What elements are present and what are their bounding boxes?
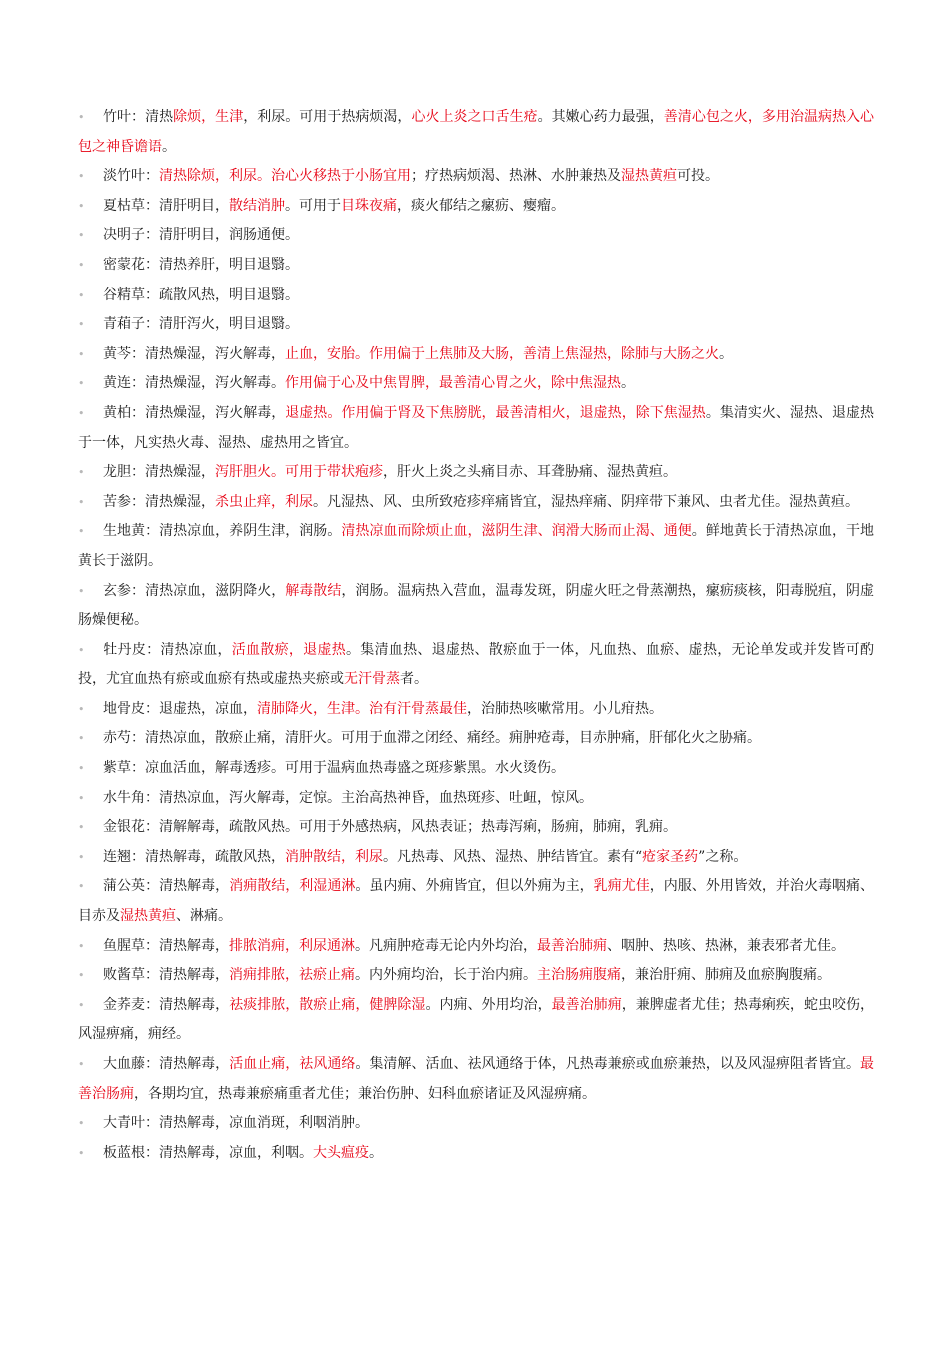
description-text: 清肝明目，润肠通便。 <box>159 227 299 244</box>
key-point-text: 善清心包之火，多用治温病热入心包之神昏谵语 <box>78 109 875 155</box>
description-text: 。 <box>369 1144 383 1161</box>
key-point-text: 作用偏于心及中焦胃脾，最善清心胃之火，除中焦湿热 <box>285 375 621 392</box>
description-text: 。内外痈均治，长于治内痈。 <box>355 967 537 984</box>
herb-entry <box>78 1139 874 1169</box>
bullet-icon: • <box>78 229 85 243</box>
bullet-icon: • <box>78 998 85 1012</box>
key-point-text: 目珠夜痛 <box>341 197 397 214</box>
key-point-text: 清肺降火，生津。治有汗骨蒸最佳 <box>257 700 467 717</box>
description-text: ，润肠。温病热入营血，温毒发斑，阴虚火旺之骨蒸潮热，瘰疬痰核，阳毒脱疽，阴虚肠燥便秘。 <box>78 582 875 629</box>
herb-name: 金银花： <box>103 819 159 836</box>
key-point-text: 排脓消痈，利尿通淋 <box>229 937 355 954</box>
description-text: 。鲜地黄长于清热凉血，干地黄长于滋阴。 <box>78 523 875 569</box>
description-text: 清热燥湿， <box>145 464 215 481</box>
herb-name: 水牛角： <box>103 789 159 806</box>
description-text: 清热 <box>145 109 174 125</box>
herb-name: 龙胆： <box>103 464 145 481</box>
description-text: 清热凉血， <box>160 641 232 658</box>
description-text: 清热凉血，滋阴降火， <box>145 582 286 599</box>
description-text: 。虽内痈、外痈皆宜，但以外痈为主， <box>355 878 594 895</box>
herb-name: 青葙子： <box>103 316 159 333</box>
bullet-icon: • <box>78 170 85 184</box>
description-text: 清热燥湿，泻火解毒。 <box>145 375 285 392</box>
description-text: 清热解毒， <box>159 967 229 984</box>
herb-name: 黄芩： <box>103 345 145 362</box>
herb-name: 决明子： <box>103 227 159 244</box>
description-text: 。其嫩心药力最强， <box>537 109 664 125</box>
bullet-icon: • <box>78 850 85 864</box>
description-text: 疏散风热，明目退翳。 <box>159 286 299 303</box>
bullet-icon: • <box>78 495 85 509</box>
key-point-text: 湿热黄疸 <box>120 908 176 925</box>
herb-name: 淡竹叶： <box>103 168 159 185</box>
key-point-text: 湿热黄疸 <box>621 168 677 185</box>
description-text: 、淋痛。 <box>176 908 232 925</box>
key-point-text: 清热除烦，利尿。治心火移热于小肠宜用 <box>159 168 411 185</box>
key-point-text: 最善治肺痈 <box>537 937 607 954</box>
key-point-text: 除烦，生津 <box>173 109 244 125</box>
herb-name: 大青叶： <box>103 1115 159 1132</box>
key-point-text: 退虚热。作用偏于肾及下焦膀胱，最善清相火，退虚热，除下焦湿热 <box>285 404 706 421</box>
herb-entry <box>78 784 874 814</box>
description-text: 清热解毒，疏散风热， <box>145 848 285 865</box>
bullet-icon: • <box>78 643 85 657</box>
key-point-text: 祛痰排脓，散瘀止痛，健脾除湿 <box>229 996 426 1013</box>
description-text: 。可用于 <box>285 197 341 214</box>
bullet-icon: • <box>78 702 85 716</box>
herb-entry <box>78 754 874 784</box>
herb-entry <box>78 577 874 636</box>
bullet-icon: • <box>78 288 85 302</box>
description-text: ，痰火郁结之瘰疬、瘿瘤。 <box>397 197 565 214</box>
key-point-text: 消痈散结，利湿通淋 <box>229 878 356 895</box>
description-text: 清热解毒， <box>159 878 230 895</box>
bullet-icon: • <box>78 318 85 332</box>
herb-entry <box>78 399 874 458</box>
herb-name: 玄参： <box>103 582 146 599</box>
description-text: ，各期均宜，热毒兼瘀痛重者尤佳；兼治伤肿、妇科血瘀诸证及风湿痹痛。 <box>134 1085 596 1102</box>
description-text: ，肝火上炎之头痛目赤、耳聋胁痛、湿热黄疸。 <box>383 464 677 481</box>
herb-entry <box>78 369 874 399</box>
key-point-text: 消痈排脓，祛瘀止痛 <box>229 967 355 984</box>
bullet-icon: • <box>78 199 85 213</box>
description-text: 。凡湿热、风、虫所致疮疹痒痛皆宜，湿热痒痛、阴痒带下兼风、虫者尤佳。湿热黄疸。 <box>313 493 859 510</box>
herb-name: 黄柏： <box>103 404 146 421</box>
bullet-icon: • <box>78 821 85 835</box>
herb-name: 牡丹皮： <box>103 641 161 658</box>
description-text: ，治肺热咳嗽常用。小儿疳热。 <box>467 700 663 717</box>
key-point-text: 散结消肿 <box>229 197 285 214</box>
bullet-icon: • <box>78 791 85 805</box>
description-text: 退虚热，凉血， <box>159 700 257 717</box>
herb-entry <box>78 162 874 192</box>
key-point-text: 心火上炎之口舌生疮 <box>411 109 538 125</box>
herb-entry <box>78 961 874 991</box>
description-text: ，兼治肝痈、肺痈及血瘀胸腹痛。 <box>621 967 831 984</box>
description-text: 凉血活血，解毒透疹。可用于温病血热毒盛之斑疹紫黑。水火烫伤。 <box>145 760 565 777</box>
herb-name: 赤芍： <box>103 730 145 747</box>
herb-name: 密蒙花： <box>103 256 159 273</box>
herb-entry <box>78 281 874 311</box>
description-text: 者。 <box>400 671 428 688</box>
bullet-icon: • <box>78 377 85 391</box>
herb-notes-page <box>78 103 874 1168</box>
description-text: ；疗热病烦渴、热淋、水肿兼热及 <box>411 168 621 185</box>
herb-entry <box>78 695 874 725</box>
herb-name: 蒲公英： <box>103 878 160 895</box>
key-point-text: 无汗骨蒸 <box>344 671 400 688</box>
herb-name: 连翘： <box>103 848 145 865</box>
herb-entry <box>78 340 874 370</box>
bullet-icon: • <box>78 525 85 539</box>
description-text: 。集清实火、湿热、退虚热于一体，凡实热火毒、湿热、虚热用之皆宜。 <box>78 404 875 451</box>
description-text: 。 <box>621 375 635 392</box>
herb-entry <box>78 636 874 695</box>
description-text: 。凡痈肿疮毒无论内外均治， <box>355 937 537 954</box>
description-text: 清热养肝，明目退翳。 <box>159 256 299 273</box>
description-text: 清热燥湿，泻火解毒， <box>145 404 286 421</box>
herb-name: 鱼腥草： <box>103 937 159 954</box>
herb-entry <box>78 517 874 576</box>
description-text: 清热解毒，凉血消斑，利咽消肿。 <box>159 1115 369 1132</box>
key-point-text: 泻肝胆火。可用于带状疱疹 <box>215 464 383 481</box>
herb-name: 生地黄： <box>103 523 160 540</box>
bullet-icon: • <box>78 258 85 272</box>
description-text: 。内痈、外用均治， <box>425 996 552 1013</box>
bullet-icon: • <box>78 762 85 776</box>
description-text: 、咽肿、热咳、热淋，兼表邪者尤佳。 <box>607 937 845 954</box>
description-text: 可投。 <box>677 168 719 185</box>
herb-entry <box>78 724 874 754</box>
herb-name: 夏枯草： <box>103 197 159 214</box>
key-point-text: 解毒散结 <box>285 582 342 599</box>
key-point-text: 杀虫止痒，利尿 <box>215 493 313 510</box>
key-point-text: 疮家圣药 <box>642 848 699 865</box>
description-text: ，利尿。可用于热病烦渴， <box>243 109 412 125</box>
bullet-icon: • <box>78 1117 85 1131</box>
herb-name: 金荞麦： <box>103 996 160 1013</box>
herb-name: 谷精草： <box>103 286 159 303</box>
description-text: 清热解毒， <box>159 1056 230 1072</box>
bullet-icon: • <box>78 732 85 746</box>
description-text: 。 <box>162 138 176 155</box>
description-text: 。 <box>719 345 733 362</box>
bullet-icon: • <box>78 1058 85 1071</box>
description-text: 。集清解、活血、祛风通络于体，凡热毒兼瘀或血瘀兼热，以及风湿痹阻者皆宜。 <box>355 1056 861 1072</box>
description-text: 清热凉血，散瘀止痛，清肝火。可用于血滞之闭经、痛经。痈肿疮毒，目赤肿痛，肝郁化火之胁痛。 <box>145 730 761 747</box>
herb-name: 板蓝根： <box>103 1144 159 1161</box>
description-text: 清热燥湿， <box>145 493 215 510</box>
description-text: 清热凉血，养阴生津，润肠。 <box>159 523 342 540</box>
bullet-icon: • <box>78 880 85 894</box>
herb-entry <box>78 991 874 1050</box>
bullet-icon: • <box>78 939 85 953</box>
herb-entry <box>78 1050 874 1109</box>
description-text: 清热凉血，泻火解毒，定惊。主治高热神昏，血热斑疹、吐衄，惊风。 <box>159 789 593 806</box>
herb-name: 竹叶： <box>103 109 146 125</box>
description-text: 清热解毒，凉血，利咽。 <box>159 1144 313 1161</box>
herb-entry <box>78 221 874 251</box>
description-text: ”之称。 <box>698 848 748 865</box>
bullet-icon: • <box>78 347 85 361</box>
bullet-icon: • <box>78 406 85 420</box>
description-text: ，兼脾虚者尤佳；热毒痢疾，蛇虫咬伤，风湿痹痛，痈经。 <box>78 996 875 1043</box>
key-point-text: 主治肠痈腹痛 <box>537 967 621 984</box>
herb-entry <box>78 1109 874 1139</box>
herb-name: 苦参： <box>103 493 145 510</box>
herb-entry <box>78 310 874 340</box>
herb-entry <box>78 872 874 931</box>
bullet-icon: • <box>78 111 85 124</box>
herb-entry <box>78 843 874 873</box>
bullet-icon: • <box>78 969 85 983</box>
herb-name: 败酱草： <box>103 967 159 984</box>
herb-name: 大血藤： <box>103 1056 160 1072</box>
herb-entry <box>78 192 874 222</box>
key-point-text: 最善治肺痈 <box>551 996 622 1013</box>
herb-name: 地骨皮： <box>103 700 159 717</box>
description-text: 清热燥湿，泻火解毒， <box>145 345 285 362</box>
key-point-text: 止血，安胎。作用偏于上焦肺及大肠，善清上焦湿热，除肺与大肠之火 <box>285 345 719 362</box>
description-text: 清热解毒， <box>159 996 230 1013</box>
key-point-text: 乳痈尤佳 <box>593 878 650 895</box>
description-text: 。集清血热、退虚热、散瘀血于一体，凡血热、血瘀、虚热，无论单发或并发皆可酌投，尤宜血热有瘀或血瘀有热或虚热夹瘀或 <box>78 641 875 688</box>
key-point-text: 活血止痛，祛风通络 <box>229 1056 356 1072</box>
herb-entry <box>78 103 874 162</box>
key-point-text: 最善治肠痈 <box>78 1056 875 1102</box>
herb-entry <box>78 488 874 518</box>
description-text: 清解解毒，疏散风热。可用于外感热病，风热表证；热毒泻痢，肠痈，肺痈，乳痈。 <box>159 819 677 836</box>
herb-entry <box>78 813 874 843</box>
bullet-icon: • <box>78 1146 85 1160</box>
herb-name: 黄连： <box>103 375 145 392</box>
description-text: ，内服、外用皆效，并治火毒咽痛、目赤及 <box>78 878 875 925</box>
herb-name: 紫草： <box>103 760 145 777</box>
description-text: 清肝明目， <box>159 197 229 214</box>
description-text: 。凡热毒、风热、湿热、肿结皆宜。素有“ <box>383 848 643 865</box>
herb-entry <box>78 932 874 962</box>
herb-entry <box>78 458 874 488</box>
key-point-text: 活血散瘀，退虚热 <box>231 641 347 658</box>
bullet-icon: • <box>78 466 85 480</box>
key-point-text: 清热凉血而除烦止血，滋阴生津、润滑大肠而止渴、通便 <box>341 523 692 540</box>
herb-entry <box>78 251 874 281</box>
key-point-text: 大头瘟疫 <box>313 1144 369 1161</box>
description-text: 清肝泻火，明目退翳。 <box>159 316 299 333</box>
description-text: 清热解毒， <box>159 937 229 954</box>
bullet-icon: • <box>78 584 85 598</box>
key-point-text: 消肿散结，利尿 <box>285 848 383 865</box>
